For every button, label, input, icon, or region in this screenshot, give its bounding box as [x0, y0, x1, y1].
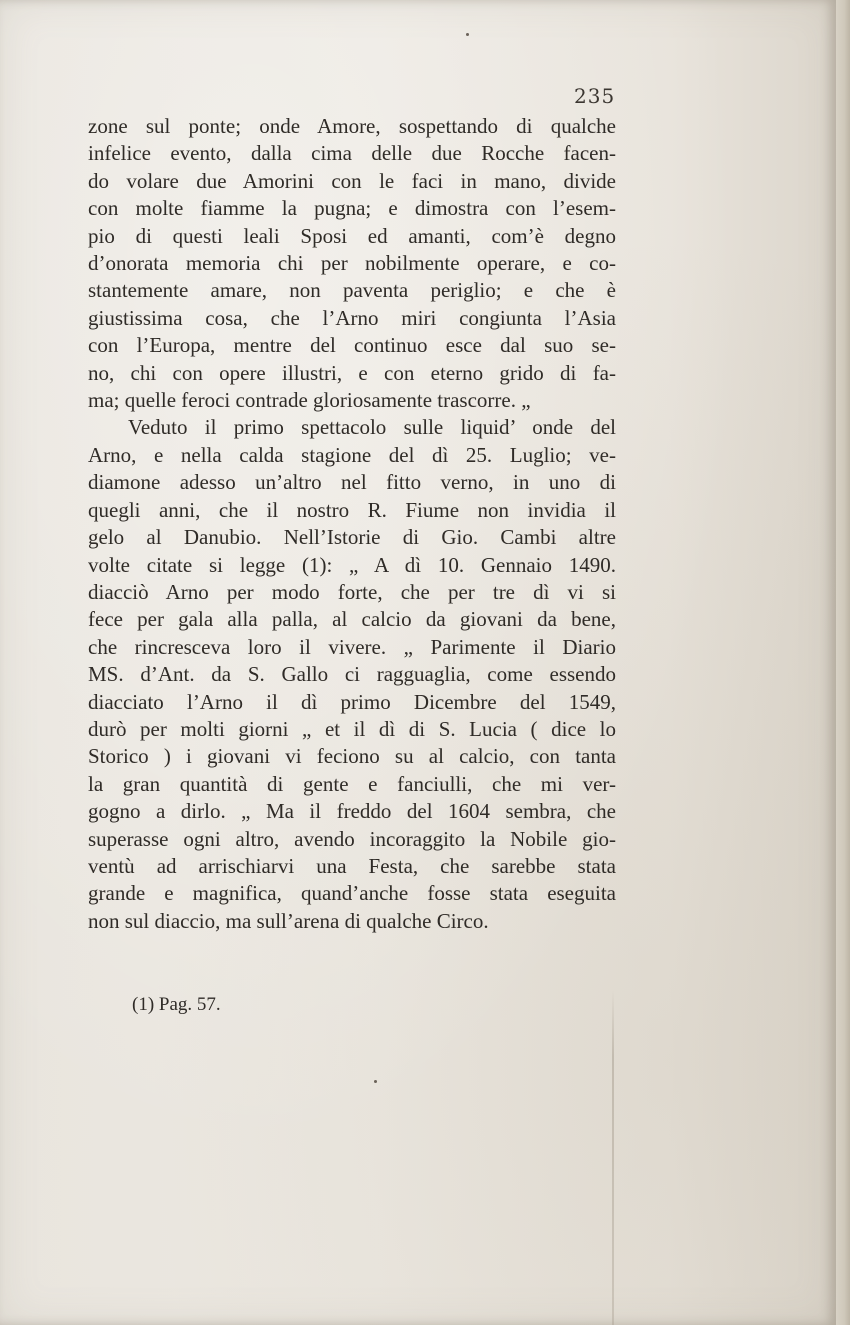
text-line: Storico ) i giovani vi feciono su al calcio, con tanta — [88, 744, 616, 769]
text-line: gelo al Danubio. Nell’Istorie di Gio. Cambi altre — [88, 525, 616, 550]
text-line: superasse ogni altro, avendo incoraggito la Nobile gio- — [88, 826, 616, 851]
text-line: ventù ad arrischiarvi una Festa, che sarebbe stata — [88, 853, 616, 878]
text-line: volte citate si legge (1): „ A dì 10. Gennaio 1490. — [88, 552, 616, 577]
text-line: la gran quantità di gente e fanciulli, che mi ver- — [88, 771, 616, 796]
text-line: pio di questi leali Sposi ed amanti, com’è degno — [88, 223, 616, 248]
text-line: MS. d’Ant. da S. Gallo ci ragguaglia, come essendo — [88, 662, 616, 687]
text-line: non sul diaccio, ma sull’arena di qualche Circo. — [88, 908, 489, 933]
text-line: grande e magnifica, quand’anche fosse stata eseguita — [88, 881, 616, 906]
footnote: (1) Pag. 57. — [132, 994, 221, 1015]
text-line: d’onorata memoria chi per nobilmente operare, e co- — [88, 251, 616, 276]
ink-speck — [466, 33, 469, 36]
page-edge — [836, 0, 850, 1325]
page-number: 235 — [574, 84, 616, 108]
paper-fold-line — [612, 990, 614, 1325]
text-line: infelice evento, dalla cima delle due Rocche facen- — [88, 141, 616, 166]
text-line: stantemente amare, non paventa periglio; e che è — [88, 278, 616, 303]
text-line: do volare due Amorini con le faci in mano, divide — [88, 168, 616, 193]
ink-speck — [374, 1080, 377, 1083]
text-line: no, chi con opere illustri, e con eterno grido di fa- — [88, 360, 616, 385]
text-line: fece per gala alla palla, al calcio da giovani da bene, — [88, 607, 616, 632]
text-line: che rincresceva loro il vivere. „ Parimente il Diario — [88, 634, 616, 659]
text-line: zone sul ponte; onde Amore, sospettando di qualche — [88, 114, 616, 138]
text-line: durò per molti giorni „ et il dì di S. Lucia ( dice lo — [88, 716, 616, 741]
text-line: ma; quelle feroci contrade gloriosamente trascorre. „ — [88, 388, 531, 413]
text-line: gogno a dirlo. „ Ma il freddo del 1604 sembra, che — [88, 799, 616, 824]
text-line: Arno, e nella calda stagione del dì 25. Luglio; ve- — [88, 442, 616, 467]
text-line: Veduto il primo spettacolo sulle liquid’ onde del — [128, 415, 616, 440]
text-line: giustissima cosa, che l’Arno miri congiunta l’Asia — [88, 305, 616, 330]
text-line: diamone adesso un’altro nel fitto verno, in uno di — [88, 470, 616, 495]
text-line: con l’Europa, mentre del continuo esce dal suo se- — [88, 333, 616, 358]
text-line: diacciato l’Arno il dì primo Dicembre del 1549, — [88, 689, 616, 714]
text-line: diacciò Arno per modo forte, che per tre dì vi si — [88, 579, 616, 604]
body-text — [88, 113, 616, 935]
text-line: quegli anni, che il nostro R. Fiume non invidia il — [88, 497, 616, 522]
text-line: con molte fiamme la pugna; e dimostra con l’esem- — [88, 196, 616, 221]
